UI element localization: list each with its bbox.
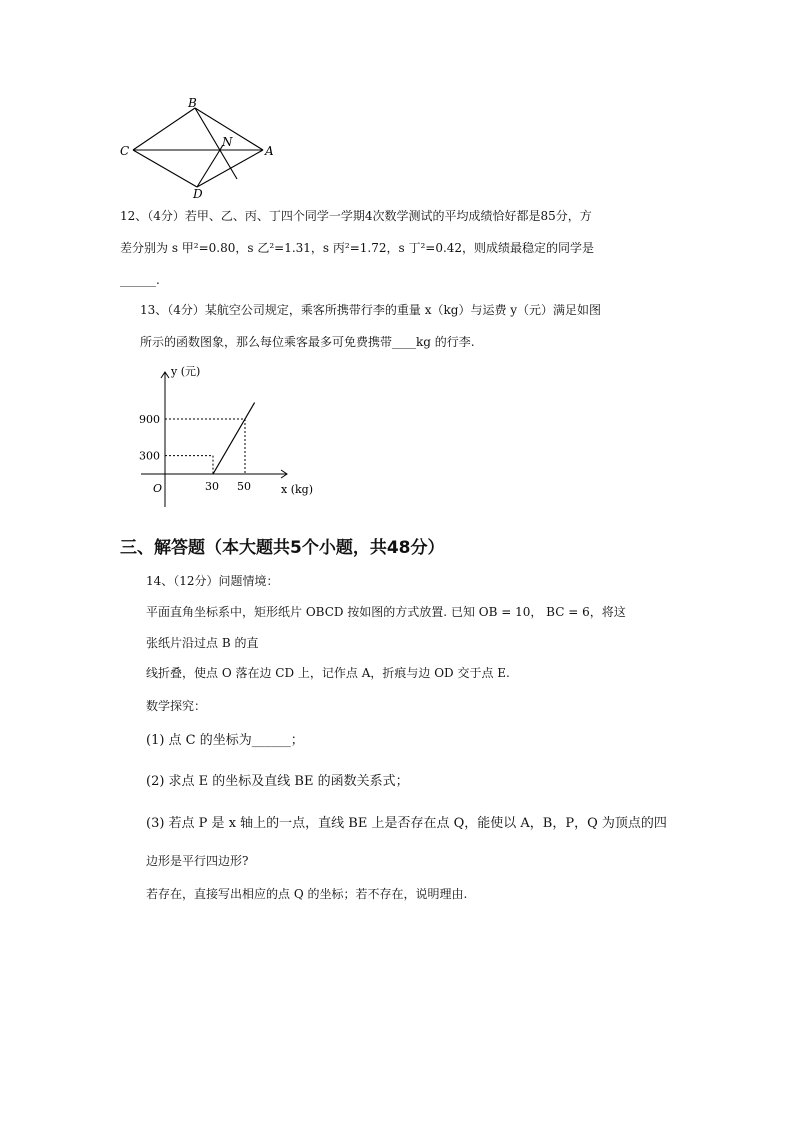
q14-sub2: (2) 求点 E 的坐标及直线 BE 的函数关系式； [146,774,409,789]
q14-sub3-note: 若存在，直接写出相应的点 Q 的坐标；若不存在，说明理由. [146,887,468,901]
q14-sub3: (3) 若点 P 是 x 轴上的一点，直线 BE 上是否存在点 Q，能使以 A，B，P，Q 为顶点的四 [146,816,667,831]
rhombus-figure [115,95,285,205]
q13-line1: 13、（4分）某航空公司规定，乘客所携带行李的重量 x（kg）与运费 y（元）满足如图 [140,303,602,317]
y-tick-label-900: 900 [139,413,160,427]
y-tick-label-300: 300 [139,449,160,463]
fee-line [213,403,255,474]
x-axis-label: x (kg) [281,483,313,496]
edge-dc [133,150,197,187]
q14-p3: 线折叠，使点 O 落在边 CD 上，记作点 A，折痕与边 OD 交于点 E. [146,666,510,680]
label-n: N [222,135,233,149]
label-d: D [193,187,203,201]
x-tick-label-30: 30 [205,480,219,493]
luggage-fee-chart [135,362,315,512]
q12-line1: 12、（4分）若甲、乙、丙、丁四个同学一学期4次数学测试的平均成绩恰好都是85分，方 [120,209,592,223]
q14-p1: 平面直角坐标系中，矩形纸片 OBCD 按如图的方式放置. 已知 OB = 10， BC = 6，将这 [146,605,626,619]
x-tick-label-50: 50 [237,480,251,493]
section-3-title: 三、解答题（本大题共5个小题，共48分） [120,538,445,558]
q13-line2: 所示的函数图象，那么每位乘客最多可免费携带____kg 的行李. [140,335,475,349]
q14-sub3-cont: 边形是平行四边形? [146,854,249,868]
label-a: A [265,144,274,158]
label-b: B [188,96,197,110]
y-axis-label: y (元) [171,365,201,378]
q12-answer-blank: ______. [120,273,160,287]
edge-ad [197,150,263,187]
q12-line2: 差分别为 s 甲²=0.80，s 乙²=1.31，s 丙²=1.72，s 丁²=0.42，则成绩最稳定的同学是 [120,241,595,255]
q14-head: 14、（12分）问题情境： [146,574,279,588]
label-c: C [120,144,130,158]
q14-p4: 数学探究： [146,699,207,713]
q14-p2: 张纸片沿过点 B 的直 [146,636,259,650]
origin-label: O [153,482,163,495]
q14-sub1: (1) 点 C 的坐标为______； [146,733,304,748]
line-dn [197,145,223,187]
edge-cb [133,108,195,150]
